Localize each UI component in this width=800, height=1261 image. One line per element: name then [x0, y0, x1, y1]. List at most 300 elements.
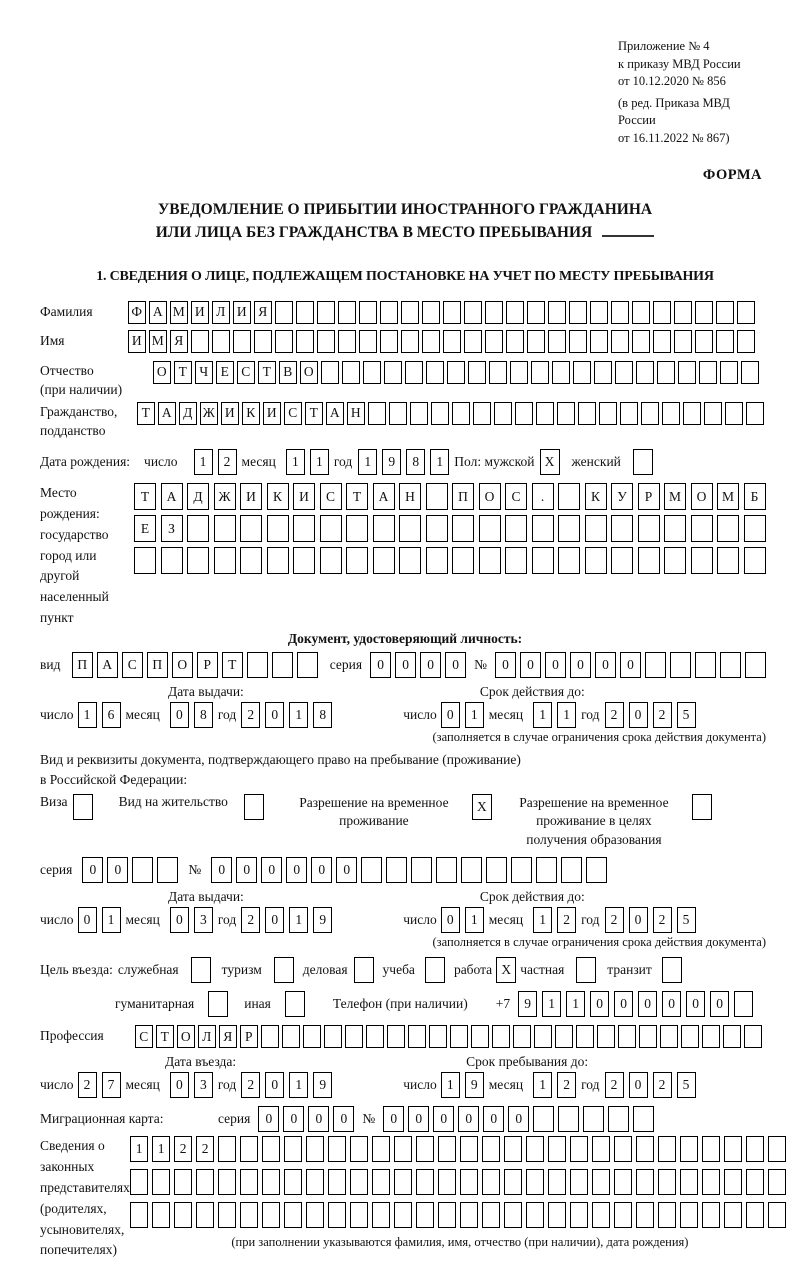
char-cell[interactable]: [585, 547, 607, 574]
char-cell[interactable]: [592, 1169, 611, 1195]
char-cell[interactable]: [447, 361, 465, 384]
char-cell[interactable]: Т: [258, 361, 276, 384]
char-cell[interactable]: А: [158, 402, 176, 425]
char-cell[interactable]: [576, 1025, 594, 1048]
char-cell[interactable]: [664, 515, 686, 542]
char-cell[interactable]: [681, 1025, 699, 1048]
char-cell[interactable]: О: [172, 652, 193, 678]
char-cell[interactable]: [511, 857, 532, 883]
char-cell[interactable]: [658, 1202, 677, 1228]
char-cell[interactable]: 2: [218, 449, 237, 475]
char-cell[interactable]: 2: [241, 1072, 260, 1098]
char-cell[interactable]: 0: [520, 652, 541, 678]
char-cell[interactable]: 0: [395, 652, 416, 678]
char-cell[interactable]: [505, 547, 527, 574]
char-cell[interactable]: [479, 515, 501, 542]
char-cell[interactable]: 1: [152, 1136, 171, 1162]
char-cell[interactable]: [702, 1136, 721, 1162]
char-cell[interactable]: К: [585, 483, 607, 510]
char-cell[interactable]: [485, 301, 503, 324]
char-cell[interactable]: [504, 1136, 523, 1162]
char-cell[interactable]: [611, 301, 629, 324]
char-cell[interactable]: Л: [198, 1025, 216, 1048]
char-cell[interactable]: [471, 1025, 489, 1048]
char-cell[interactable]: 2: [557, 1072, 576, 1098]
char-cell[interactable]: [479, 547, 501, 574]
char-cell[interactable]: [401, 330, 419, 353]
char-cell[interactable]: [363, 361, 381, 384]
char-cell[interactable]: [450, 1025, 468, 1048]
char-cell[interactable]: [408, 1025, 426, 1048]
char-cell[interactable]: [338, 330, 356, 353]
char-cell[interactable]: 1: [566, 991, 585, 1017]
char-cell[interactable]: [240, 1136, 259, 1162]
char-cell[interactable]: 2: [196, 1136, 215, 1162]
char-cell[interactable]: [611, 547, 633, 574]
char-cell[interactable]: [527, 330, 545, 353]
char-cell[interactable]: [620, 402, 638, 425]
char-cell[interactable]: [724, 1136, 743, 1162]
char-cell[interactable]: [505, 515, 527, 542]
char-cell[interactable]: [306, 1136, 325, 1162]
char-cell[interactable]: Т: [174, 361, 192, 384]
char-cell[interactable]: [452, 515, 474, 542]
char-cell[interactable]: [590, 330, 608, 353]
char-cell[interactable]: [372, 1136, 391, 1162]
char-cell[interactable]: 2: [605, 907, 624, 933]
char-cell[interactable]: 0: [495, 652, 516, 678]
char-cell[interactable]: Н: [399, 483, 421, 510]
char-cell[interactable]: [342, 361, 360, 384]
char-cell[interactable]: [614, 1202, 633, 1228]
char-cell[interactable]: 1: [289, 702, 308, 728]
char-cell[interactable]: [212, 330, 230, 353]
char-cell[interactable]: [578, 402, 596, 425]
char-cell[interactable]: X: [540, 449, 560, 475]
char-cell[interactable]: 8: [406, 449, 425, 475]
char-cell[interactable]: П: [72, 652, 93, 678]
char-cell[interactable]: 1: [286, 449, 305, 475]
char-cell[interactable]: 0: [265, 702, 284, 728]
char-cell[interactable]: [608, 1106, 629, 1132]
char-cell[interactable]: [152, 1202, 171, 1228]
char-cell[interactable]: [373, 515, 395, 542]
char-cell[interactable]: [532, 547, 554, 574]
char-cell[interactable]: 7: [102, 1072, 121, 1098]
char-cell[interactable]: 0: [370, 652, 391, 678]
char-cell[interactable]: [570, 1136, 589, 1162]
char-cell[interactable]: [282, 1025, 300, 1048]
char-cell[interactable]: С: [320, 483, 342, 510]
char-cell[interactable]: [724, 1169, 743, 1195]
char-cell[interactable]: [494, 402, 512, 425]
char-cell[interactable]: [492, 1025, 510, 1048]
char-cell[interactable]: Р: [197, 652, 218, 678]
char-cell[interactable]: 0: [483, 1106, 504, 1132]
char-cell[interactable]: [452, 402, 470, 425]
char-cell[interactable]: 0: [662, 991, 681, 1017]
char-cell[interactable]: [218, 1202, 237, 1228]
char-cell[interactable]: [425, 957, 445, 983]
char-cell[interactable]: [328, 1169, 347, 1195]
char-cell[interactable]: X: [496, 957, 516, 983]
char-cell[interactable]: [373, 547, 395, 574]
char-cell[interactable]: 0: [433, 1106, 454, 1132]
char-cell[interactable]: [636, 1169, 655, 1195]
char-cell[interactable]: .: [532, 483, 554, 510]
char-cell[interactable]: [380, 301, 398, 324]
char-cell[interactable]: [214, 547, 236, 574]
char-cell[interactable]: [306, 1169, 325, 1195]
char-cell[interactable]: [664, 547, 686, 574]
char-cell[interactable]: Ч: [195, 361, 213, 384]
char-cell[interactable]: С: [237, 361, 255, 384]
char-cell[interactable]: [548, 1136, 567, 1162]
char-cell[interactable]: [244, 794, 264, 820]
char-cell[interactable]: [452, 547, 474, 574]
char-cell[interactable]: [510, 361, 528, 384]
char-cell[interactable]: [436, 857, 457, 883]
char-cell[interactable]: Д: [179, 402, 197, 425]
char-cell[interactable]: [532, 515, 554, 542]
char-cell[interactable]: [720, 361, 738, 384]
char-cell[interactable]: [429, 1025, 447, 1048]
char-cell[interactable]: 1: [358, 449, 377, 475]
char-cell[interactable]: [638, 515, 660, 542]
char-cell[interactable]: [422, 330, 440, 353]
char-cell[interactable]: [632, 330, 650, 353]
char-cell[interactable]: 9: [465, 1072, 484, 1098]
char-cell[interactable]: М: [149, 330, 167, 353]
char-cell[interactable]: [438, 1136, 457, 1162]
char-cell[interactable]: [768, 1169, 787, 1195]
char-cell[interactable]: [261, 1025, 279, 1048]
char-cell[interactable]: 0: [638, 991, 657, 1017]
char-cell[interactable]: [460, 1136, 479, 1162]
char-cell[interactable]: Б: [744, 483, 766, 510]
char-cell[interactable]: 0: [590, 991, 609, 1017]
char-cell[interactable]: [464, 301, 482, 324]
char-cell[interactable]: Т: [222, 652, 243, 678]
char-cell[interactable]: [486, 857, 507, 883]
char-cell[interactable]: [130, 1202, 149, 1228]
char-cell[interactable]: У: [611, 483, 633, 510]
char-cell[interactable]: 5: [677, 1072, 696, 1098]
char-cell[interactable]: [531, 361, 549, 384]
char-cell[interactable]: [196, 1202, 215, 1228]
char-cell[interactable]: [464, 330, 482, 353]
char-cell[interactable]: [670, 652, 691, 678]
char-cell[interactable]: [660, 1025, 678, 1048]
char-cell[interactable]: 1: [542, 991, 561, 1017]
char-cell[interactable]: 1: [310, 449, 329, 475]
char-cell[interactable]: 1: [533, 1072, 552, 1098]
char-cell[interactable]: [187, 547, 209, 574]
char-cell[interactable]: 0: [107, 857, 128, 883]
char-cell[interactable]: 6: [102, 702, 121, 728]
char-cell[interactable]: О: [300, 361, 318, 384]
char-cell[interactable]: 0: [445, 652, 466, 678]
char-cell[interactable]: [196, 1169, 215, 1195]
char-cell[interactable]: [350, 1202, 369, 1228]
char-cell[interactable]: [573, 361, 591, 384]
char-cell[interactable]: 0: [170, 702, 189, 728]
char-cell[interactable]: [597, 1025, 615, 1048]
char-cell[interactable]: [372, 1202, 391, 1228]
char-cell[interactable]: [692, 794, 712, 820]
char-cell[interactable]: [633, 1106, 654, 1132]
char-cell[interactable]: 2: [557, 907, 576, 933]
char-cell[interactable]: [680, 1169, 699, 1195]
char-cell[interactable]: [218, 1136, 237, 1162]
char-cell[interactable]: [534, 1025, 552, 1048]
char-cell[interactable]: [426, 361, 444, 384]
char-cell[interactable]: [187, 515, 209, 542]
char-cell[interactable]: Н: [347, 402, 365, 425]
char-cell[interactable]: [482, 1136, 501, 1162]
char-cell[interactable]: [586, 857, 607, 883]
char-cell[interactable]: Т: [156, 1025, 174, 1048]
char-cell[interactable]: 2: [605, 702, 624, 728]
char-cell[interactable]: [350, 1169, 369, 1195]
char-cell[interactable]: 0: [333, 1106, 354, 1132]
char-cell[interactable]: З: [161, 515, 183, 542]
char-cell[interactable]: [504, 1169, 523, 1195]
char-cell[interactable]: 8: [194, 702, 213, 728]
char-cell[interactable]: [633, 449, 653, 475]
char-cell[interactable]: [468, 361, 486, 384]
char-cell[interactable]: [482, 1169, 501, 1195]
char-cell[interactable]: [293, 547, 315, 574]
char-cell[interactable]: [678, 361, 696, 384]
char-cell[interactable]: [368, 402, 386, 425]
char-cell[interactable]: [275, 330, 293, 353]
char-cell[interactable]: [320, 547, 342, 574]
char-cell[interactable]: [746, 1202, 765, 1228]
char-cell[interactable]: И: [233, 301, 251, 324]
char-cell[interactable]: 1: [533, 907, 552, 933]
char-cell[interactable]: [240, 1169, 259, 1195]
char-cell[interactable]: [296, 301, 314, 324]
char-cell[interactable]: Т: [305, 402, 323, 425]
char-cell[interactable]: [724, 1202, 743, 1228]
char-cell[interactable]: 0: [265, 907, 284, 933]
char-cell[interactable]: [746, 1136, 765, 1162]
char-cell[interactable]: [611, 515, 633, 542]
char-cell[interactable]: [401, 301, 419, 324]
char-cell[interactable]: Р: [240, 1025, 258, 1048]
char-cell[interactable]: К: [242, 402, 260, 425]
char-cell[interactable]: 0: [408, 1106, 429, 1132]
char-cell[interactable]: [513, 1025, 531, 1048]
char-cell[interactable]: С: [284, 402, 302, 425]
char-cell[interactable]: [416, 1136, 435, 1162]
char-cell[interactable]: М: [664, 483, 686, 510]
char-cell[interactable]: 0: [570, 652, 591, 678]
char-cell[interactable]: 0: [258, 1106, 279, 1132]
char-cell[interactable]: [674, 330, 692, 353]
char-cell[interactable]: [746, 1169, 765, 1195]
char-cell[interactable]: Я: [219, 1025, 237, 1048]
char-cell[interactable]: [662, 957, 682, 983]
char-cell[interactable]: [422, 301, 440, 324]
char-cell[interactable]: [380, 330, 398, 353]
char-cell[interactable]: 0: [265, 1072, 284, 1098]
char-cell[interactable]: К: [267, 483, 289, 510]
char-cell[interactable]: И: [240, 483, 262, 510]
char-cell[interactable]: 0: [441, 702, 460, 728]
char-cell[interactable]: [734, 991, 753, 1017]
char-cell[interactable]: [653, 330, 671, 353]
char-cell[interactable]: 0: [82, 857, 103, 883]
char-cell[interactable]: [506, 301, 524, 324]
char-cell[interactable]: [443, 330, 461, 353]
char-cell[interactable]: [526, 1169, 545, 1195]
char-cell[interactable]: 8: [313, 702, 332, 728]
char-cell[interactable]: [161, 547, 183, 574]
char-cell[interactable]: П: [452, 483, 474, 510]
char-cell[interactable]: 1: [78, 702, 97, 728]
char-cell[interactable]: 0: [629, 702, 648, 728]
char-cell[interactable]: [132, 857, 153, 883]
char-cell[interactable]: [592, 1136, 611, 1162]
char-cell[interactable]: [702, 1202, 721, 1228]
char-cell[interactable]: В: [279, 361, 297, 384]
char-cell[interactable]: [744, 1025, 762, 1048]
char-cell[interactable]: 1: [130, 1136, 149, 1162]
char-cell[interactable]: [636, 1136, 655, 1162]
char-cell[interactable]: А: [97, 652, 118, 678]
char-cell[interactable]: [653, 301, 671, 324]
char-cell[interactable]: [611, 330, 629, 353]
char-cell[interactable]: И: [128, 330, 146, 353]
char-cell[interactable]: Д: [187, 483, 209, 510]
char-cell[interactable]: [768, 1202, 787, 1228]
char-cell[interactable]: [386, 857, 407, 883]
char-cell[interactable]: [558, 515, 580, 542]
char-cell[interactable]: [636, 1202, 655, 1228]
char-cell[interactable]: [350, 1136, 369, 1162]
char-cell[interactable]: [592, 1202, 611, 1228]
char-cell[interactable]: 2: [241, 907, 260, 933]
char-cell[interactable]: [695, 652, 716, 678]
char-cell[interactable]: [639, 1025, 657, 1048]
char-cell[interactable]: [569, 330, 587, 353]
char-cell[interactable]: [303, 1025, 321, 1048]
char-cell[interactable]: 1: [557, 702, 576, 728]
char-cell[interactable]: [387, 1025, 405, 1048]
char-cell[interactable]: [394, 1169, 413, 1195]
char-cell[interactable]: [536, 857, 557, 883]
char-cell[interactable]: С: [505, 483, 527, 510]
char-cell[interactable]: [614, 1169, 633, 1195]
char-cell[interactable]: [570, 1202, 589, 1228]
char-cell[interactable]: [691, 547, 713, 574]
char-cell[interactable]: 1: [430, 449, 449, 475]
char-cell[interactable]: Ф: [128, 301, 146, 324]
char-cell[interactable]: [489, 361, 507, 384]
char-cell[interactable]: М: [170, 301, 188, 324]
char-cell[interactable]: [399, 515, 421, 542]
char-cell[interactable]: [247, 652, 268, 678]
char-cell[interactable]: 9: [518, 991, 537, 1017]
char-cell[interactable]: [324, 1025, 342, 1048]
char-cell[interactable]: 0: [170, 1072, 189, 1098]
char-cell[interactable]: [558, 483, 580, 510]
char-cell[interactable]: [674, 301, 692, 324]
char-cell[interactable]: 0: [283, 1106, 304, 1132]
char-cell[interactable]: 5: [677, 702, 696, 728]
char-cell[interactable]: [405, 361, 423, 384]
char-cell[interactable]: О: [479, 483, 501, 510]
char-cell[interactable]: [618, 1025, 636, 1048]
char-cell[interactable]: [723, 1025, 741, 1048]
char-cell[interactable]: [293, 515, 315, 542]
char-cell[interactable]: [284, 1136, 303, 1162]
char-cell[interactable]: [267, 515, 289, 542]
char-cell[interactable]: 0: [441, 907, 460, 933]
char-cell[interactable]: [716, 330, 734, 353]
char-cell[interactable]: 9: [313, 907, 332, 933]
char-cell[interactable]: 0: [261, 857, 282, 883]
char-cell[interactable]: [552, 361, 570, 384]
char-cell[interactable]: 0: [686, 991, 705, 1017]
char-cell[interactable]: [426, 547, 448, 574]
char-cell[interactable]: [658, 1136, 677, 1162]
char-cell[interactable]: [585, 515, 607, 542]
char-cell[interactable]: [411, 857, 432, 883]
char-cell[interactable]: 0: [311, 857, 332, 883]
char-cell[interactable]: [768, 1136, 787, 1162]
char-cell[interactable]: [254, 330, 272, 353]
char-cell[interactable]: 2: [653, 907, 672, 933]
char-cell[interactable]: 2: [174, 1136, 193, 1162]
char-cell[interactable]: 1: [102, 907, 121, 933]
char-cell[interactable]: [359, 301, 377, 324]
char-cell[interactable]: 0: [420, 652, 441, 678]
char-cell[interactable]: [345, 1025, 363, 1048]
char-cell[interactable]: [558, 1106, 579, 1132]
char-cell[interactable]: [191, 957, 211, 983]
char-cell[interactable]: 3: [194, 1072, 213, 1098]
char-cell[interactable]: [615, 361, 633, 384]
char-cell[interactable]: [208, 991, 228, 1017]
char-cell[interactable]: [569, 301, 587, 324]
char-cell[interactable]: [744, 515, 766, 542]
char-cell[interactable]: 3: [194, 907, 213, 933]
char-cell[interactable]: И: [191, 301, 209, 324]
char-cell[interactable]: Т: [134, 483, 156, 510]
char-cell[interactable]: [416, 1202, 435, 1228]
char-cell[interactable]: [262, 1169, 281, 1195]
char-cell[interactable]: X: [472, 794, 492, 820]
char-cell[interactable]: Л: [212, 301, 230, 324]
char-cell[interactable]: [555, 1025, 573, 1048]
char-cell[interactable]: 0: [595, 652, 616, 678]
char-cell[interactable]: 1: [289, 907, 308, 933]
char-cell[interactable]: [702, 1025, 720, 1048]
char-cell[interactable]: [174, 1202, 193, 1228]
char-cell[interactable]: [191, 330, 209, 353]
char-cell[interactable]: [680, 1136, 699, 1162]
char-cell[interactable]: [527, 301, 545, 324]
char-cell[interactable]: [576, 957, 596, 983]
char-cell[interactable]: М: [717, 483, 739, 510]
char-cell[interactable]: 0: [508, 1106, 529, 1132]
char-cell[interactable]: Е: [134, 515, 156, 542]
char-cell[interactable]: [338, 301, 356, 324]
char-cell[interactable]: 0: [236, 857, 257, 883]
